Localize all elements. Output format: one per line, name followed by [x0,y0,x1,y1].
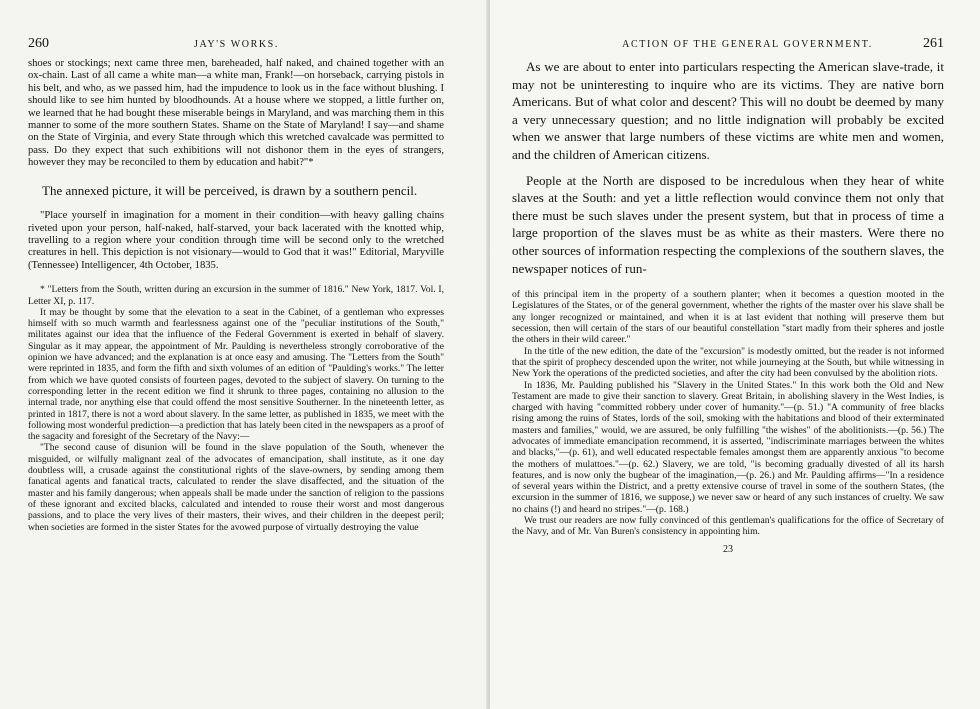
right-page-header [512,36,944,52]
left-page-number: 260 [28,36,49,51]
right-footnote [512,289,944,538]
body-paragraph: As we are about to enter into particulars respecting the American slave-trade, it may not be uninteresting to inquire who are its victims. They are native born Americans. But of what color and descent? This will no doubt be deemed by many a very unnecessary question; and no little indignation will probably be excited when we answer that large numbers of these victims are white men and women, and the children of American citizens. [512,59,944,162]
annexed-picture-paragraph: The annexed picture, it will be perceived, is drawn by a southern pencil. [42,182,418,198]
footnote-paragraph: In 1836, Mr. Paulding published his "Slavery in the United States." In this work both the Old and New Testament are made to give their sanction to slavery. Great Britain, in abolishing slavery in the West Indies, is charged with having "committed robbery under cover of humanity."—(p. 51.) "A community of free blacks rising among the ruins of States, lords of the soil, smoking with the habitations and blood of their exterminated masters and families," would, we are assured, be only fulfilling "the wishes" of the abolitionists.—(p. 56.) The advocates of immediate emancipation recommend, it is asserted, "indiscriminate marriages between the whites and blacks,"—(p. 61), and well educated respectable females amongst them are apparently anxious "to become the mothers of mulattoes."—(p. 62.) Slavery, we are told, "is becoming gradually divested of all its harsh features, and is now only the bugbear of the imagination,—(p. 26.) and Mr. Paulding affirms—"In a residence of several years within the District, and a pretty extensive course of travel in some of the southern States, (the excursion in the summer of 1816, we suppose,) we never saw or heard of any such instances of cruelty. We saw no chains (!) and heard no stripes."—(p. 168.) [512,379,944,515]
footnote-paragraph: of this principal item in the property of a southern planter; when it becomes a question mooted in the Legislatures of the States, or of the general government, whether the rights of the master over his slave shall be any longer recognized or maintained, and when it is at last evident that nothing will preserve them but secession, then will certain of the stars of our beautiful constellation "start madly from their spheres and jostle the others in their wild career." [512,289,944,346]
footnote-paragraph: "The second cause of disunion will be found in the slave population of the South, whenever the misguided, or wilfully malignant zeal of the advocates of emancipation, shall institute, as it one day doubtless will, a crusade against the constitutional rights of the slave-owners, by sending among them fanatical agents and fanatical tracts, calculated to render the slave disaffected, and the situation of the master and his family dangerous; when appeals shall be made under the sanction of religion to the passions of these ignorant and excited blacks, calculated and intended to rouse their worst and most dangerous passions, and to place the very lives of their masters, their wives, and their children in the deepest peril; when societies are formed in the sister States for the avowed purpose of virtually destroying the value [28,442,444,533]
right-page [490,0,980,709]
signature-mark: 23 [723,543,733,555]
left-running-head: JAY'S WORKS. [194,39,279,50]
editorial-quote: "Place yourself in imagination for a moment in their condition—with heavy galling chains riveted upon your person, half-naked, half-starved, your back lacerated with the knotted whip, travelling to a region where your condition through time will be second only to the wretched creatures in hell. This depiction is not visionary—would to God that it was!" Editorial, Maryville (Tennessee) Intelligencer, 4th October, 1835. [28,210,444,271]
footnote-paragraph: It may be thought by some that the elevation to a seat in the Cabinet, of a gentleman who expresses himself with so much warmth and fearlessness against one of the "peculiar institutions of the South," militates against our idea that the influence of the Federal Government is exerted in behalf of slavery. Singular as it may appear, the appointment of Mr. Paulding is nevertheless strongly corroborative of the opinion we have advanced; and the explanation is at once easy and amusing. The "Letters from the South" were reprinted in 1835, and form the fifth and sixth volumes of an edition of "Paulding's works." The letter from which we have quoted consists of fourteen pages, devoted to the subject of slavery. On turning to the corresponding letter in the recent edition we find it shrunk to three pages, containing no allusion to the internal trade, nor anything else that could offend the most sensitive Southerner. In the nineteenth letter, as printed in 1817, there is not a word about slavery. In the same letter, as published in 1835, we meet with the following most wonderful prediction—a prediction that has lately been cited in the newspapers as a proof of the sagacity and foresight of the Secretary of the Navy:— [28,306,444,443]
footnote-paragraph: In the title of the new edition, the date of the "excursion" is modestly omitted, but the reader is not informed that the spirit of prophecy descended upon the writer, not while journeying at the South, but while witnessing in New York the operations of the predicted societies, and after the city had been convulsed by the abolition riots. [512,345,944,380]
right-running-head: ACTION OF THE GENERAL GOVERNMENT. [622,39,873,50]
left-footnote [28,284,444,533]
footnote-citation: * "Letters from the South, written during an excursion in the summer of 1816." New York, 1817. Vol. I, Letter XI, p. 117. [28,284,444,307]
footnote-paragraph: We trust our readers are now fully convinced of this gentleman's qualifications for the office of Secretary of the Navy, and of Mr. Van Buren's consistency in appointing him. [512,515,944,538]
right-page-number: 261 [923,36,944,51]
quote-continuation: shoes or stockings; next came three men, bareheaded, half naked, and chained together with an ox-chain. Last of all came a white man—a white man, Frank!—on horseback, carrying pistols in his belt, and who, as we passed him, had the impudence to look us in the face without blushing. I should like to see him hunted by bloodhounds. At a house where we stopped, a little further on, we learned that he had bought these miserable beings in Maryland, and was marching them in this manner to some of the more southern States. Shame on the State of Maryland! I say—and shame on the State of Virginia, and every State through which this wretched cavalcade was permitted to pass. Do they expect that such exhibitions will not dishonor them in the eyes of strangers, however they may be reconciled to them by education and habit?"* [28,58,444,169]
left-page-header [28,36,444,52]
body-paragraph: People at the North are disposed to be incredulous when they hear of white slaves at the South: and yet a little reflection would convince them not only that there must be such slaves under the present system, but that in process of time a large proportion of the slaves must be as white as their masters. Were there no other sources of information respecting the complexions of the southern slaves, the newspaper notices of run- [512,172,944,276]
